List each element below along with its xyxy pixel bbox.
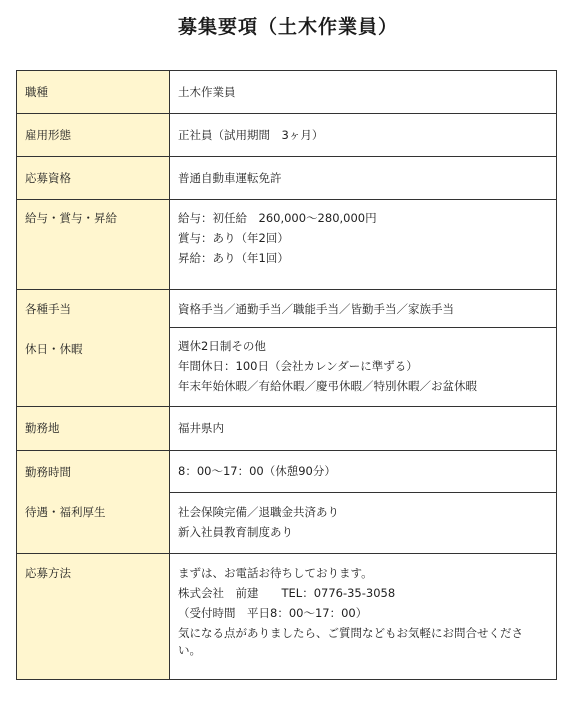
value-cell <box>170 114 557 157</box>
value-reception-hours: （受付時間 平日8：00〜17：00） <box>178 606 368 620</box>
value-call-invite: まずは、お電話お待ちしております。 <box>178 566 373 580</box>
value-inquiry-note-cont: い。 <box>178 643 201 657</box>
label-cell <box>17 71 170 114</box>
value-cell <box>170 554 557 680</box>
label-qualifications: 応募資格 <box>25 171 71 185</box>
value-qualifications: 普通自動車運転免許 <box>178 171 282 185</box>
value-hours: 8：00〜17：00（休憩90分） <box>178 464 336 478</box>
label-cell <box>17 451 170 554</box>
label-cell <box>17 200 170 290</box>
label-cell <box>17 114 170 157</box>
page-title: 募集要項（土木作業員） <box>177 16 398 38</box>
value-cell <box>170 451 557 493</box>
value-training: 新入社員教育制度あり <box>178 525 293 539</box>
label-hours: 勤務時間 <box>25 465 71 479</box>
value-leave-types: 年末年始休暇／有給休暇／慶弔休暇／特別休暇／お盆休暇 <box>178 379 477 393</box>
label-salary: 給与・賞与・昇給 <box>25 211 117 225</box>
value-bonus: 賞与：あり（年2回） <box>178 231 289 245</box>
label-cell <box>17 554 170 680</box>
value-inquiry-note: 気になる点がありましたら、ご質問などもお気軽にお問合せくださ <box>178 626 523 640</box>
value-cell <box>170 200 557 290</box>
value-cell <box>170 328 557 407</box>
table-row-hours <box>17 451 557 493</box>
table-row-job-type <box>17 71 557 114</box>
value-cell <box>170 493 557 554</box>
value-cell <box>170 157 557 200</box>
label-cell <box>17 290 170 407</box>
value-salary: 給与：初任給 260,000〜280,000円 <box>178 211 377 225</box>
label-holidays: 休日・休暇 <box>25 342 83 356</box>
value-insurance: 社会保険完備／退職金共済あり <box>178 505 339 519</box>
label-cell <box>17 407 170 451</box>
table-row-allowances <box>17 290 557 328</box>
value-employment-type: 正社員（試用期間 3ヶ月） <box>178 128 324 142</box>
value-cell <box>170 71 557 114</box>
value-holiday-system: 週休2日制その他 <box>178 339 266 353</box>
table-row-qualifications <box>17 157 557 200</box>
label-benefits: 待遇・福利厚生 <box>25 505 106 519</box>
table-row-employment-type <box>17 114 557 157</box>
value-cell <box>170 290 557 328</box>
label-location: 勤務地 <box>25 421 60 435</box>
value-cell <box>170 407 557 451</box>
label-job-type: 職種 <box>25 85 48 99</box>
value-raise: 昇給：あり（年1回） <box>178 251 289 265</box>
label-cell <box>17 157 170 200</box>
label-application: 応募方法 <box>25 566 71 580</box>
value-company-tel: 株式会社 前建 TEL：0776-35-3058 <box>178 586 396 600</box>
table-row-location <box>17 407 557 451</box>
recruitment-table <box>16 70 557 680</box>
value-job-type: 土木作業員 <box>178 85 236 99</box>
value-allowances: 資格手当／通勤手当／職能手当／皆勤手当／家族手当 <box>178 302 454 316</box>
table-row-salary <box>17 200 557 290</box>
value-annual-holidays: 年間休日：100日（会社カレンダーに準ずる） <box>178 359 418 373</box>
table-row-application <box>17 554 557 680</box>
value-location: 福井県内 <box>178 421 224 435</box>
label-allowances: 各種手当 <box>25 302 71 316</box>
label-employment-type: 雇用形態 <box>25 128 71 142</box>
